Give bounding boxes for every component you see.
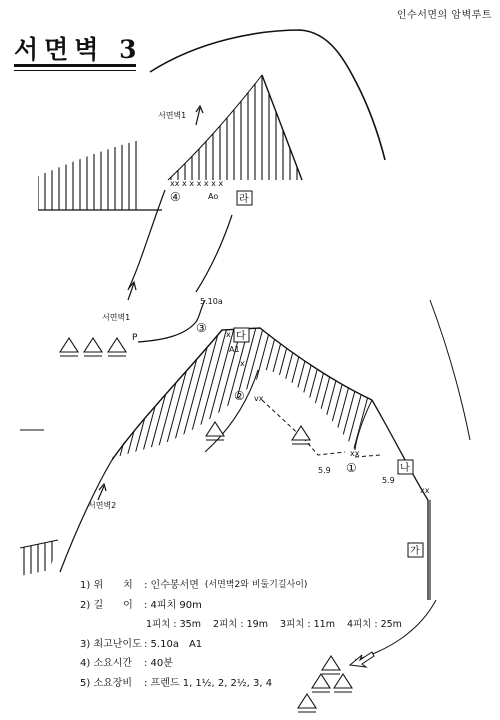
info-time xyxy=(80,654,402,674)
info-time-value: : 40분 xyxy=(144,658,173,669)
page-header-subtitle: 인수서면의 암벽루트 xyxy=(396,10,492,21)
bolt-xx-2: xx xyxy=(420,486,430,495)
info-time-key: 4) 소요시간 xyxy=(80,658,133,669)
route-label-na: 나 xyxy=(400,463,410,474)
pitch-marker-2: ② xyxy=(234,389,245,403)
label-seomyeonbyeok1-mid: 서면벽1 xyxy=(102,313,131,322)
lower-slab-left xyxy=(60,460,112,572)
bolt-vx: vx xyxy=(254,394,264,403)
label-grade-59-a: 5.9 xyxy=(318,466,331,475)
info-grade-value: : 5.10a A1 xyxy=(144,638,203,650)
pitch-marker-1: ① xyxy=(346,461,357,475)
bolt-line-top: xx x x x x x x xyxy=(170,179,224,188)
route-label-ga: 가 xyxy=(410,546,420,557)
gully-right-line xyxy=(196,215,232,292)
label-grade-510a: 5.10a xyxy=(200,297,223,306)
label-aid-a1: A1 xyxy=(229,345,240,354)
left-block-hatch xyxy=(38,140,140,210)
info-location-value: : 인수봉서면 xyxy=(144,580,199,591)
route-info-panel xyxy=(80,576,402,693)
info-gear-key: 5) 소요장비 xyxy=(80,677,133,689)
info-length xyxy=(80,596,402,616)
right-wall-hatch xyxy=(428,500,436,600)
arrow-seomyeon2 xyxy=(98,484,106,500)
pitch-marker-4: ④ xyxy=(170,190,181,204)
info-pitch-4: 4피치 : 25m xyxy=(346,619,402,630)
route-label-ra: 라 xyxy=(239,194,249,205)
bolt-xx-1: xx xyxy=(350,449,360,458)
info-pitch-3: 3피치 : 11m xyxy=(279,619,335,630)
pitch-marker-3: ③ xyxy=(196,321,207,335)
info-length-value: : 4피치 90m xyxy=(144,599,202,611)
info-grade-key: 3) 최고난이도 xyxy=(80,638,142,650)
label-aid-a0: Ao xyxy=(208,192,219,201)
info-location-key: 1) 위 치 xyxy=(80,580,133,591)
info-gear-value: : 프렌드 1, 1½, 2, 2½, 3, 4 xyxy=(144,677,273,689)
info-pitch-breakdown xyxy=(80,615,402,635)
far-right-ridge xyxy=(430,300,470,440)
ledge-line xyxy=(138,300,205,342)
arrow-seomyeon1-top xyxy=(196,106,203,125)
label-p-mark: P xyxy=(132,333,138,343)
info-length-key: 2) 길 이 xyxy=(80,599,133,611)
info-pitch-2: 2피치 : 19m xyxy=(212,619,268,630)
info-location-note: (서면벽2와 비둘기길사이) xyxy=(204,580,308,590)
bolt-x-2: x xyxy=(240,359,245,368)
bolt-x-1: x xyxy=(226,330,231,339)
page-title: 서면벽 3 xyxy=(14,35,143,64)
info-pitch-1: 1피치 : 35m xyxy=(146,619,201,630)
label-seomyeonbyeok1-top: 서면벽1 xyxy=(158,111,187,120)
lower-right-wall xyxy=(372,400,428,600)
label-seomyeonbyeok2: 서면벽2 xyxy=(88,501,117,510)
info-gear xyxy=(80,674,402,694)
label-grade-59-b: 5.9 xyxy=(382,476,395,485)
info-grade xyxy=(80,635,402,655)
arrow-seomyeon1-mid xyxy=(128,282,136,300)
info-location xyxy=(80,576,402,596)
lower-slab-base xyxy=(20,540,58,576)
route-label-da: 다 xyxy=(236,331,246,342)
